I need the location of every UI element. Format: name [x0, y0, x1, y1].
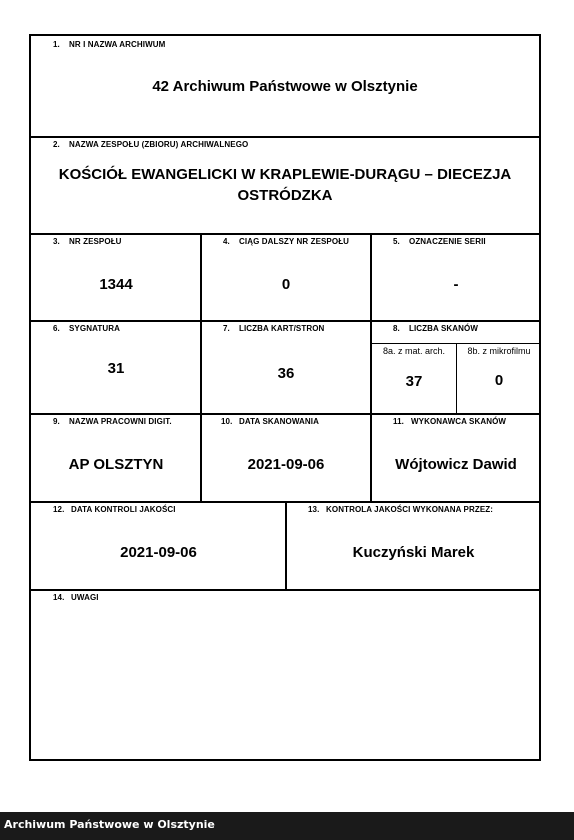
field-scan-operator [371, 413, 541, 501]
field-qc-operator [286, 501, 541, 589]
field-qc-date [31, 501, 286, 589]
scan-count-microfilm-label: 8b. z mikrofilmu [467, 346, 531, 356]
scan-count-microfilm: 0 [494, 372, 504, 389]
scan-count-archival-label: 8a. z mat. arch. [382, 346, 446, 356]
field-label: 8. LICZBA SKANÓW [393, 324, 478, 333]
scan-date: 2021-09-06 [247, 456, 325, 473]
fonds-name-line1: KOŚCIÓŁ EWANGELICKI W KRAPLEWIE-DURĄGU – DIECEZJA [58, 166, 512, 183]
field-label: 12. DATA KONTROLI JAKOŚCI [53, 505, 176, 514]
field-label: 2. NAZWA ZESPOŁU (ZBIORU) ARCHIWALNEGO [53, 140, 249, 149]
field-label: 13. KONTROLA JAKOŚCI WYKONANA PRZEZ: [308, 505, 494, 514]
field-archive [31, 36, 539, 136]
field-fonds-continuation [201, 233, 371, 320]
page-count: 36 [277, 365, 295, 382]
field-label: 6. SYGNATURA [53, 324, 120, 333]
field-label: 4. CIĄG DALSZY NR ZESPOŁU [223, 237, 350, 246]
digitization-lab: AP OLSZTYN [68, 456, 164, 473]
field-fonds-name [31, 136, 539, 233]
field-label: 14. UWAGI [53, 593, 99, 602]
field-signature [31, 320, 201, 413]
signature: 31 [107, 360, 125, 377]
scan-count-archival: 37 [405, 373, 423, 390]
footer-text: Archiwum Państwowe w Olsztynie [4, 818, 215, 831]
metadata-card [29, 34, 541, 761]
field-label: 5. OZNACZENIE SERII [393, 237, 486, 246]
scan-operator: Wójtowicz Dawid [395, 456, 517, 473]
field-label: 11. WYKONAWCA SKANÓW [393, 417, 507, 426]
qc-operator: Kuczyński Marek [352, 544, 475, 561]
field-fonds-number [31, 233, 201, 320]
field-scan-count [371, 320, 541, 413]
field-label: 1. NR I NAZWA ARCHIWUM [53, 40, 166, 49]
field-label: 3. NR ZESPOŁU [53, 237, 122, 246]
field-page-count [201, 320, 371, 413]
field-label: 10. DATA SKANOWANIA [221, 417, 320, 426]
fonds-number: 1344 [99, 276, 133, 293]
series-mark: - [453, 276, 459, 293]
field-label: 7. LICZBA KART/STRON [223, 324, 325, 333]
field-digitization-lab [31, 413, 201, 501]
qc-date: 2021-09-06 [120, 544, 197, 561]
field-label: 9. NAZWA PRACOWNI DIGIT. [53, 417, 172, 426]
archive-name: 42 Archiwum Państwowe w Olsztynie [152, 78, 418, 95]
field-remarks [31, 589, 539, 759]
fonds-continuation: 0 [281, 276, 291, 293]
footer-bar [0, 812, 574, 840]
field-scan-date [201, 413, 371, 501]
field-series [371, 233, 541, 320]
fonds-name-line2: OSTRÓDZKA [237, 187, 333, 204]
